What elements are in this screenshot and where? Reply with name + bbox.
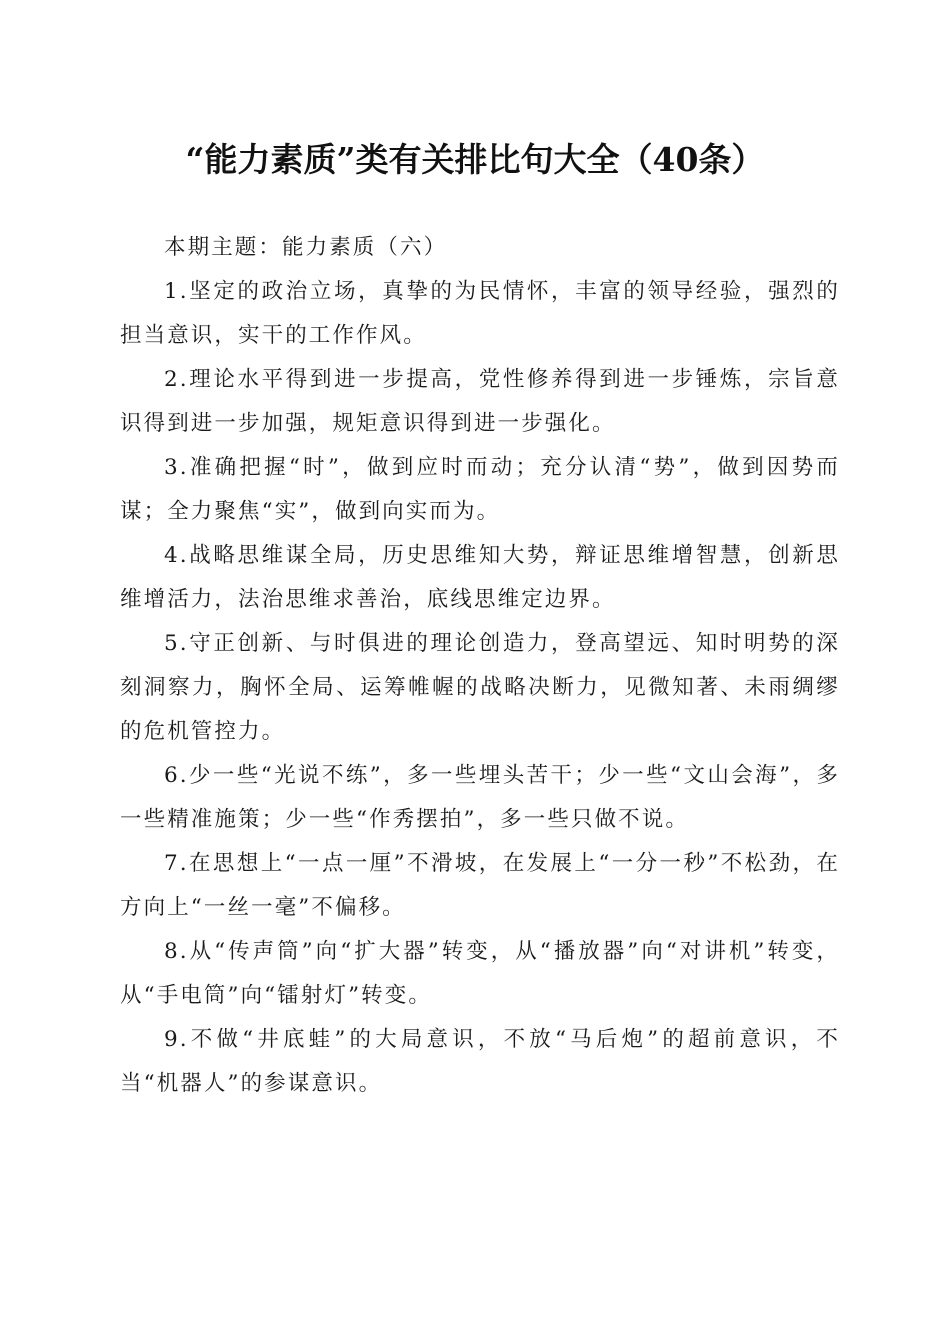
list-item: 8.从“传声筒”向“扩大器”转变，从“播放器”向“对讲机”转变，从“手电筒”向“镭射灯”转变。 <box>120 939 840 1008</box>
list-item: 5.守正创新、与时俱进的理论创造力，登高望远、知时明势的深刻洞察力，胸怀全局、运筹帷幄的战略决断力，见微知著、未雨绸缪的危机管控力。 <box>120 631 840 744</box>
list-item: 7.在思想上“一点一厘”不滑坡，在发展上“一分一秒”不松劲，在方向上“一丝一毫”不偏移。 <box>120 851 840 920</box>
list-item: 3.准确把握“时”，做到应时而动；充分认清“势”，做到因势而谋；全力聚焦“实”，做到向实而为。 <box>120 455 840 524</box>
list-item: 4.战略思维谋全局，历史思维知大势，辩证思维增智慧，创新思维增活力，法治思维求善治，底线思维定边界。 <box>120 543 840 612</box>
intro-paragraph: 本期主题：能力素质（六） <box>164 235 448 260</box>
list-item: 2.理论水平得到进一步提高，党性修养得到进一步锤炼，宗旨意识得到进一步加强，规矩意识得到进一步强化。 <box>120 367 840 436</box>
list-item: 9.不做“井底蛙”的大局意识，不放“马后炮”的超前意识，不当“机器人”的参谋意识。 <box>120 1027 840 1096</box>
document-body <box>120 226 840 1106</box>
page-title: “能力素质”类有关排比句大全（40条） <box>185 140 765 179</box>
list-item: 1.坚定的政治立场，真挚的为民情怀，丰富的领导经验，强烈的担当意识，实干的工作作风。 <box>120 279 840 348</box>
list-item: 6.少一些“光说不练”，多一些埋头苦干；少一些“文山会海”，多一些精准施策；少一些“作秀摆拍”，多一些只做不说。 <box>120 763 840 832</box>
